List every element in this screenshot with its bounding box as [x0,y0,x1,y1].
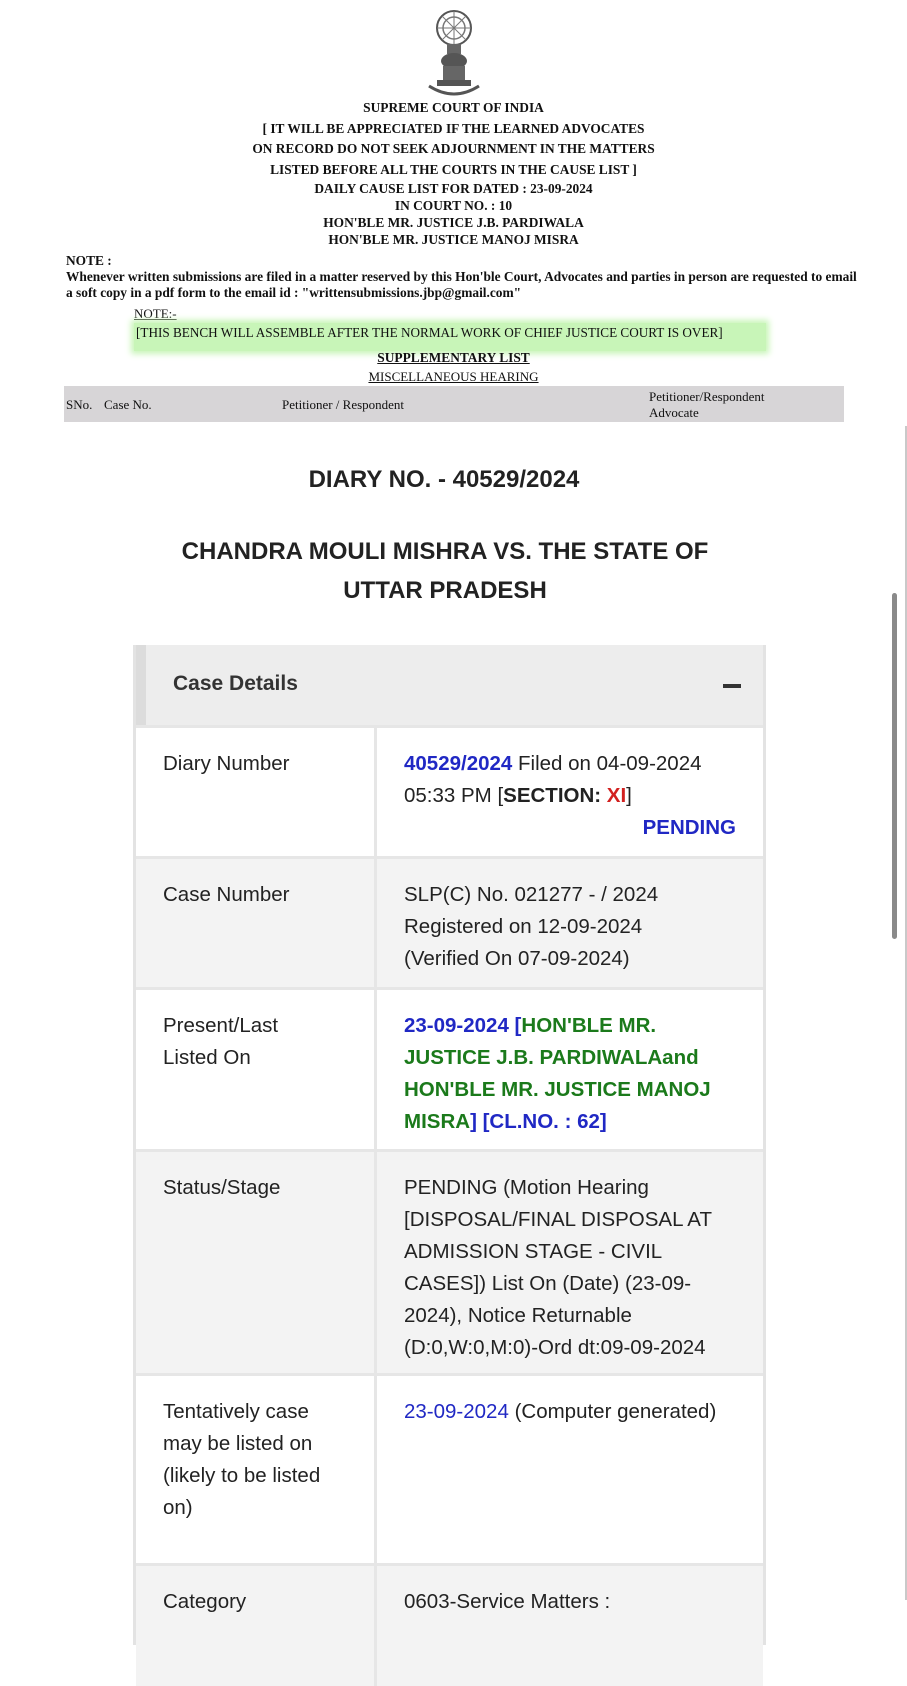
row-diary-number [136,725,763,859]
appeal-line-1: [ IT WILL BE APPRECIATED IF THE LEARNED ADVOCATES [262,120,645,136]
note-text: Whenever written submissions are filed in a matter reserved by this Hon'ble Court, Advocates and parties in person are requested to email a soft copy in a pdf form to the email id : "writtensubmissions.jbp@gmail.com" [66,269,857,300]
diary-number-value: 40529/2024 Filed on 04-09-2024 05:33 PM [SECTION: XI] PENDING [374,728,763,859]
judge-1: HON'BLE MR. JUSTICE J.B. PARDIWALA [323,215,584,230]
tentative-date: 23-09-2024 [404,1400,509,1423]
col-advocate-line1: Petitioner/Respondent [649,389,765,404]
pending-status: PENDING [642,816,736,839]
listed-bench: HON'BLE MR. JUSTICE J.B. PARDIWALAand HON'BLE MR. JUSTICE MANOJ MISRA [404,1014,711,1133]
collapse-icon[interactable] [723,684,741,688]
case-number-label: Case Number [163,883,290,906]
category-label: Category [163,1590,247,1613]
case-title: CHANDRA MOULI MISHRA VS. THE STATE OF UTTAR PRADESH [181,538,709,604]
row-category [136,1563,763,1686]
cause-list-header [0,98,907,248]
scrollbar-thumb[interactable] [892,593,897,939]
listed-on-value [374,990,763,1152]
diary-number-link[interactable]: 40529/2024 [404,752,513,775]
row-tentative-listing [136,1373,763,1566]
status-stage-label: Status/Stage [163,1176,281,1199]
misc-hearing-label: MISCELLANEOUS HEARING [368,369,539,384]
note-block [66,253,866,301]
case-details-heading: Case Details [173,672,298,695]
row-status-stage [136,1149,763,1376]
col-sno: SNo. [66,397,93,412]
appeal-line-2: ON RECORD DO NOT SEEK ADJOURNMENT IN THE MATTERS [252,141,655,156]
diary-number-label: Diary Number [163,752,290,775]
court-name: SUPREME COURT OF INDIA [363,100,544,115]
judge-2: HON'BLE MR. JUSTICE MANOJ MISRA [328,232,579,247]
section-value: XI [606,784,627,807]
tentative-value [374,1376,763,1566]
appeal-line-3: LISTED BEFORE ALL THE COURTS IN THE CAUSE LIST ] [270,161,637,177]
cause-list-date: DAILY CAUSE LIST FOR DATED : 23-09-2024 [314,181,593,196]
note-label: NOTE : [66,253,112,268]
supplementary-list-label: SUPPLEMENTARY LIST [377,350,530,365]
bench-note-highlight: [THIS BENCH WILL ASSEMBLE AFTER THE NORMAL WORK OF CHIEF JUSTICE COURT IS OVER] [134,323,766,351]
col-parties: Petitioner / Respondent [282,397,405,412]
case-details-header[interactable] [136,645,763,725]
case-number-value: SLP(C) No. 021277 - / 2024 Registered on 12-09-2024 (Verified On 07-09-2024) [374,859,763,990]
row-case-number [136,856,763,990]
emblem-logo [423,6,485,98]
tentative-note: (Computer generated) [514,1400,717,1423]
court-number: IN COURT NO. : 10 [394,198,513,213]
row-listed-on [136,987,763,1152]
cause-list-number: ] [CL.NO. : 62] [470,1110,607,1133]
category-value: 0603-Service Matters : [374,1566,763,1686]
col-advocate-line2: Advocate [649,405,699,420]
diary-title: DIARY NO. - 40529/2024 [308,466,580,493]
case-details-card [133,645,766,1645]
column-header-bar [64,386,844,422]
col-case-no: Case No. [104,397,152,412]
note-label-2: NOTE:- [134,306,177,321]
tentative-label: Tentatively case may be listed on (likely to be listed on) [163,1400,321,1519]
listed-on-label: Present/Last Listed On [163,1014,279,1069]
status-stage-value: PENDING (Motion Hearing [DISPOSAL/FINAL DISPOSAL AT ADMISSION STAGE - CIVIL CASES]) List On (Date) (23-09-2024), Notice Returnable (D:0,W:0,M:0)-Ord dt:09-09-2024 [374,1152,763,1376]
listed-date: 23-09-2024 [ [404,1014,522,1037]
